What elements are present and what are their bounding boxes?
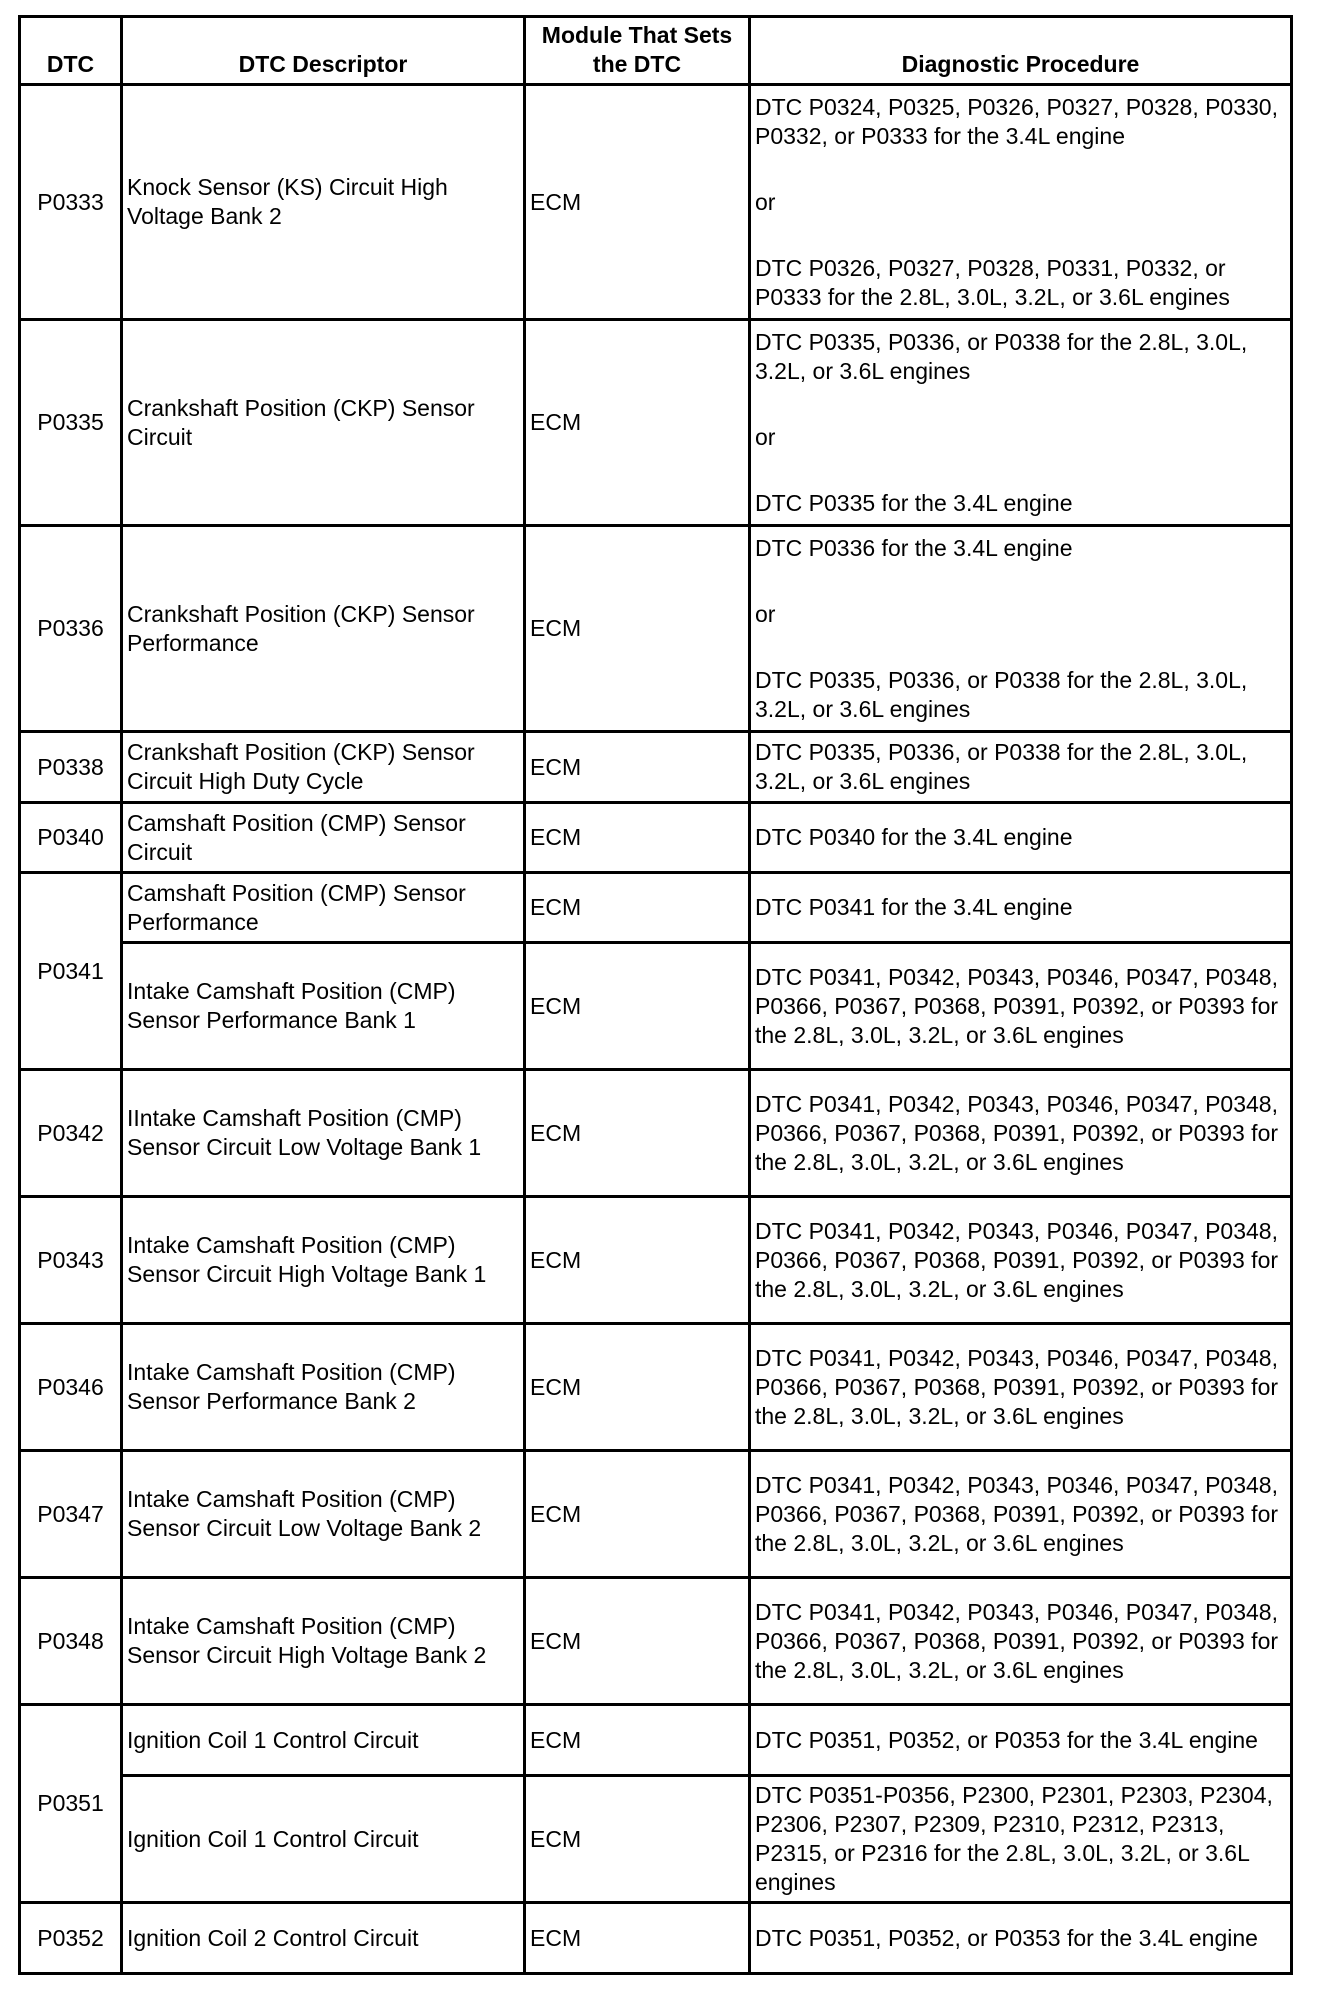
dtc-code: P0340 [20, 803, 122, 873]
table-row [20, 873, 1292, 943]
dtc-code: P0335 [20, 320, 122, 526]
dtc-table [18, 15, 1293, 1975]
dtc-descriptor: Ignition Coil 1 Control Circuit [122, 1776, 525, 1903]
dtc-code: P0342 [20, 1070, 122, 1197]
table-row [20, 85, 1292, 320]
dtc-code: P0336 [20, 526, 122, 732]
module-name: ECM [525, 803, 750, 873]
procedure-line: DTC P0324, P0325, P0326, P0327, P0328, P0330, P0332, or P0333 for the 3.4L engine [755, 93, 1278, 149]
table-row [20, 320, 1292, 526]
header-dtc: DTC [20, 17, 122, 85]
diagnostic-procedure: DTC P0341, P0342, P0343, P0346, P0347, P0348, P0366, P0367, P0368, P0391, P0392, or P0393 for the 2.8L, 3.0L, 3.2L, or 3.6L engines [750, 1197, 1292, 1324]
dtc-code: P0352 [20, 1903, 122, 1974]
dtc-code: P0348 [20, 1578, 122, 1705]
dtc-code: P0333 [20, 85, 122, 320]
procedure-or: or [755, 188, 776, 215]
procedure-or: or [755, 423, 776, 450]
diagnostic-procedure [750, 85, 1292, 320]
module-name: ECM [525, 1070, 750, 1197]
dtc-descriptor: Intake Camshaft Position (CMP) Sensor Circuit Low Voltage Bank 2 [122, 1451, 525, 1578]
dtc-descriptor: IIntake Camshaft Position (CMP) Sensor Circuit Low Voltage Bank 1 [122, 1070, 525, 1197]
dtc-descriptor: Knock Sensor (KS) Circuit High Voltage Bank 2 [122, 85, 525, 320]
dtc-descriptor: Intake Camshaft Position (CMP) Sensor Performance Bank 1 [122, 943, 525, 1070]
module-name: ECM [525, 1776, 750, 1903]
module-name: ECM [525, 1903, 750, 1974]
module-name: ECM [525, 873, 750, 943]
dtc-descriptor: Ignition Coil 1 Control Circuit [122, 1705, 525, 1776]
table-row [20, 1197, 1292, 1324]
table-row [20, 1903, 1292, 1974]
diagnostic-procedure [750, 320, 1292, 526]
table-row [20, 1451, 1292, 1578]
procedure-line: DTC P0335, P0336, or P0338 for the 2.8L, 3.0L, 3.2L, or 3.6L engines [755, 666, 1248, 722]
table-row [20, 1324, 1292, 1451]
module-name: ECM [525, 1705, 750, 1776]
table-row [20, 1578, 1292, 1705]
dtc-code: P0341 [20, 873, 122, 1070]
diagnostic-procedure: DTC P0341, P0342, P0343, P0346, P0347, P0348, P0366, P0367, P0368, P0391, P0392, or P0393 for the 2.8L, 3.0L, 3.2L, or 3.6L engines [750, 1324, 1292, 1451]
diagnostic-procedure: DTC P0341, P0342, P0343, P0346, P0347, P0348, P0366, P0367, P0368, P0391, P0392, or P0393 for the 2.8L, 3.0L, 3.2L, or 3.6L engines [750, 1578, 1292, 1705]
procedure-line: DTC P0335, P0336, or P0338 for the 2.8L, 3.0L, 3.2L, or 3.6L engines [755, 328, 1248, 384]
diagnostic-procedure: DTC P0341, P0342, P0343, P0346, P0347, P0348, P0366, P0367, P0368, P0391, P0392, or P0393 for the 2.8L, 3.0L, 3.2L, or 3.6L engines [750, 1451, 1292, 1578]
dtc-descriptor: Camshaft Position (CMP) Sensor Circuit [122, 803, 525, 873]
module-name: ECM [525, 526, 750, 732]
diagnostic-procedure: DTC P0340 for the 3.4L engine [750, 803, 1292, 873]
table-row [20, 1070, 1292, 1197]
dtc-code: P0338 [20, 732, 122, 803]
table-row [20, 1776, 1292, 1903]
diagnostic-procedure: DTC P0341 for the 3.4L engine [750, 873, 1292, 943]
table-row [20, 526, 1292, 732]
header-descriptor: DTC Descriptor [122, 17, 525, 85]
dtc-code: P0351 [20, 1705, 122, 1903]
table-row [20, 1705, 1292, 1776]
header-procedure: Diagnostic Procedure [750, 17, 1292, 85]
diagnostic-procedure: DTC P0351-P0356, P2300, P2301, P2303, P2304, P2306, P2307, P2309, P2310, P2312, P2313, P2315, or P2316 for the 2.8L, 3.0L, 3.2L, or 3.6L engines [750, 1776, 1292, 1903]
module-name: ECM [525, 732, 750, 803]
dtc-descriptor: Intake Camshaft Position (CMP) Sensor Performance Bank 2 [122, 1324, 525, 1451]
dtc-descriptor: Crankshaft Position (CKP) Sensor Circuit [122, 320, 525, 526]
dtc-code: P0346 [20, 1324, 122, 1451]
module-name: ECM [525, 320, 750, 526]
diagnostic-procedure: DTC P0335, P0336, or P0338 for the 2.8L, 3.0L, 3.2L, or 3.6L engines [750, 732, 1292, 803]
module-name: ECM [525, 943, 750, 1070]
module-name: ECM [525, 1324, 750, 1451]
dtc-descriptor: Intake Camshaft Position (CMP) Sensor Circuit High Voltage Bank 2 [122, 1578, 525, 1705]
module-name: ECM [525, 85, 750, 320]
table-row [20, 803, 1292, 873]
diagnostic-procedure: DTC P0351, P0352, or P0353 for the 3.4L engine [750, 1903, 1292, 1974]
module-name: ECM [525, 1197, 750, 1324]
procedure-line: DTC P0326, P0327, P0328, P0331, P0332, or P0333 for the 2.8L, 3.0L, 3.2L, or 3.6L engines [755, 254, 1230, 310]
dtc-descriptor: Crankshaft Position (CKP) Sensor Circuit High Duty Cycle [122, 732, 525, 803]
diagnostic-procedure: DTC P0341, P0342, P0343, P0346, P0347, P0348, P0366, P0367, P0368, P0391, P0392, or P0393 for the 2.8L, 3.0L, 3.2L, or 3.6L engines [750, 943, 1292, 1070]
dtc-code: P0347 [20, 1451, 122, 1578]
procedure-or: or [755, 600, 776, 627]
dtc-descriptor: Ignition Coil 2 Control Circuit [122, 1903, 525, 1974]
module-name: ECM [525, 1578, 750, 1705]
dtc-descriptor: Camshaft Position (CMP) Sensor Performance [122, 873, 525, 943]
procedure-line: DTC P0336 for the 3.4L engine [755, 534, 1073, 561]
dtc-descriptor: Intake Camshaft Position (CMP) Sensor Circuit High Voltage Bank 1 [122, 1197, 525, 1324]
diagnostic-procedure [750, 526, 1292, 732]
header-module: Module That Sets the DTC [525, 17, 750, 85]
diagnostic-procedure: DTC P0351, P0352, or P0353 for the 3.4L engine [750, 1705, 1292, 1776]
table-row [20, 732, 1292, 803]
diagnostic-procedure: DTC P0341, P0342, P0343, P0346, P0347, P0348, P0366, P0367, P0368, P0391, P0392, or P0393 for the 2.8L, 3.0L, 3.2L, or 3.6L engines [750, 1070, 1292, 1197]
table-row [20, 943, 1292, 1070]
module-name: ECM [525, 1451, 750, 1578]
dtc-code: P0343 [20, 1197, 122, 1324]
procedure-line: DTC P0335 for the 3.4L engine [755, 489, 1073, 516]
dtc-descriptor: Crankshaft Position (CKP) Sensor Performance [122, 526, 525, 732]
table-header-row [20, 17, 1292, 85]
